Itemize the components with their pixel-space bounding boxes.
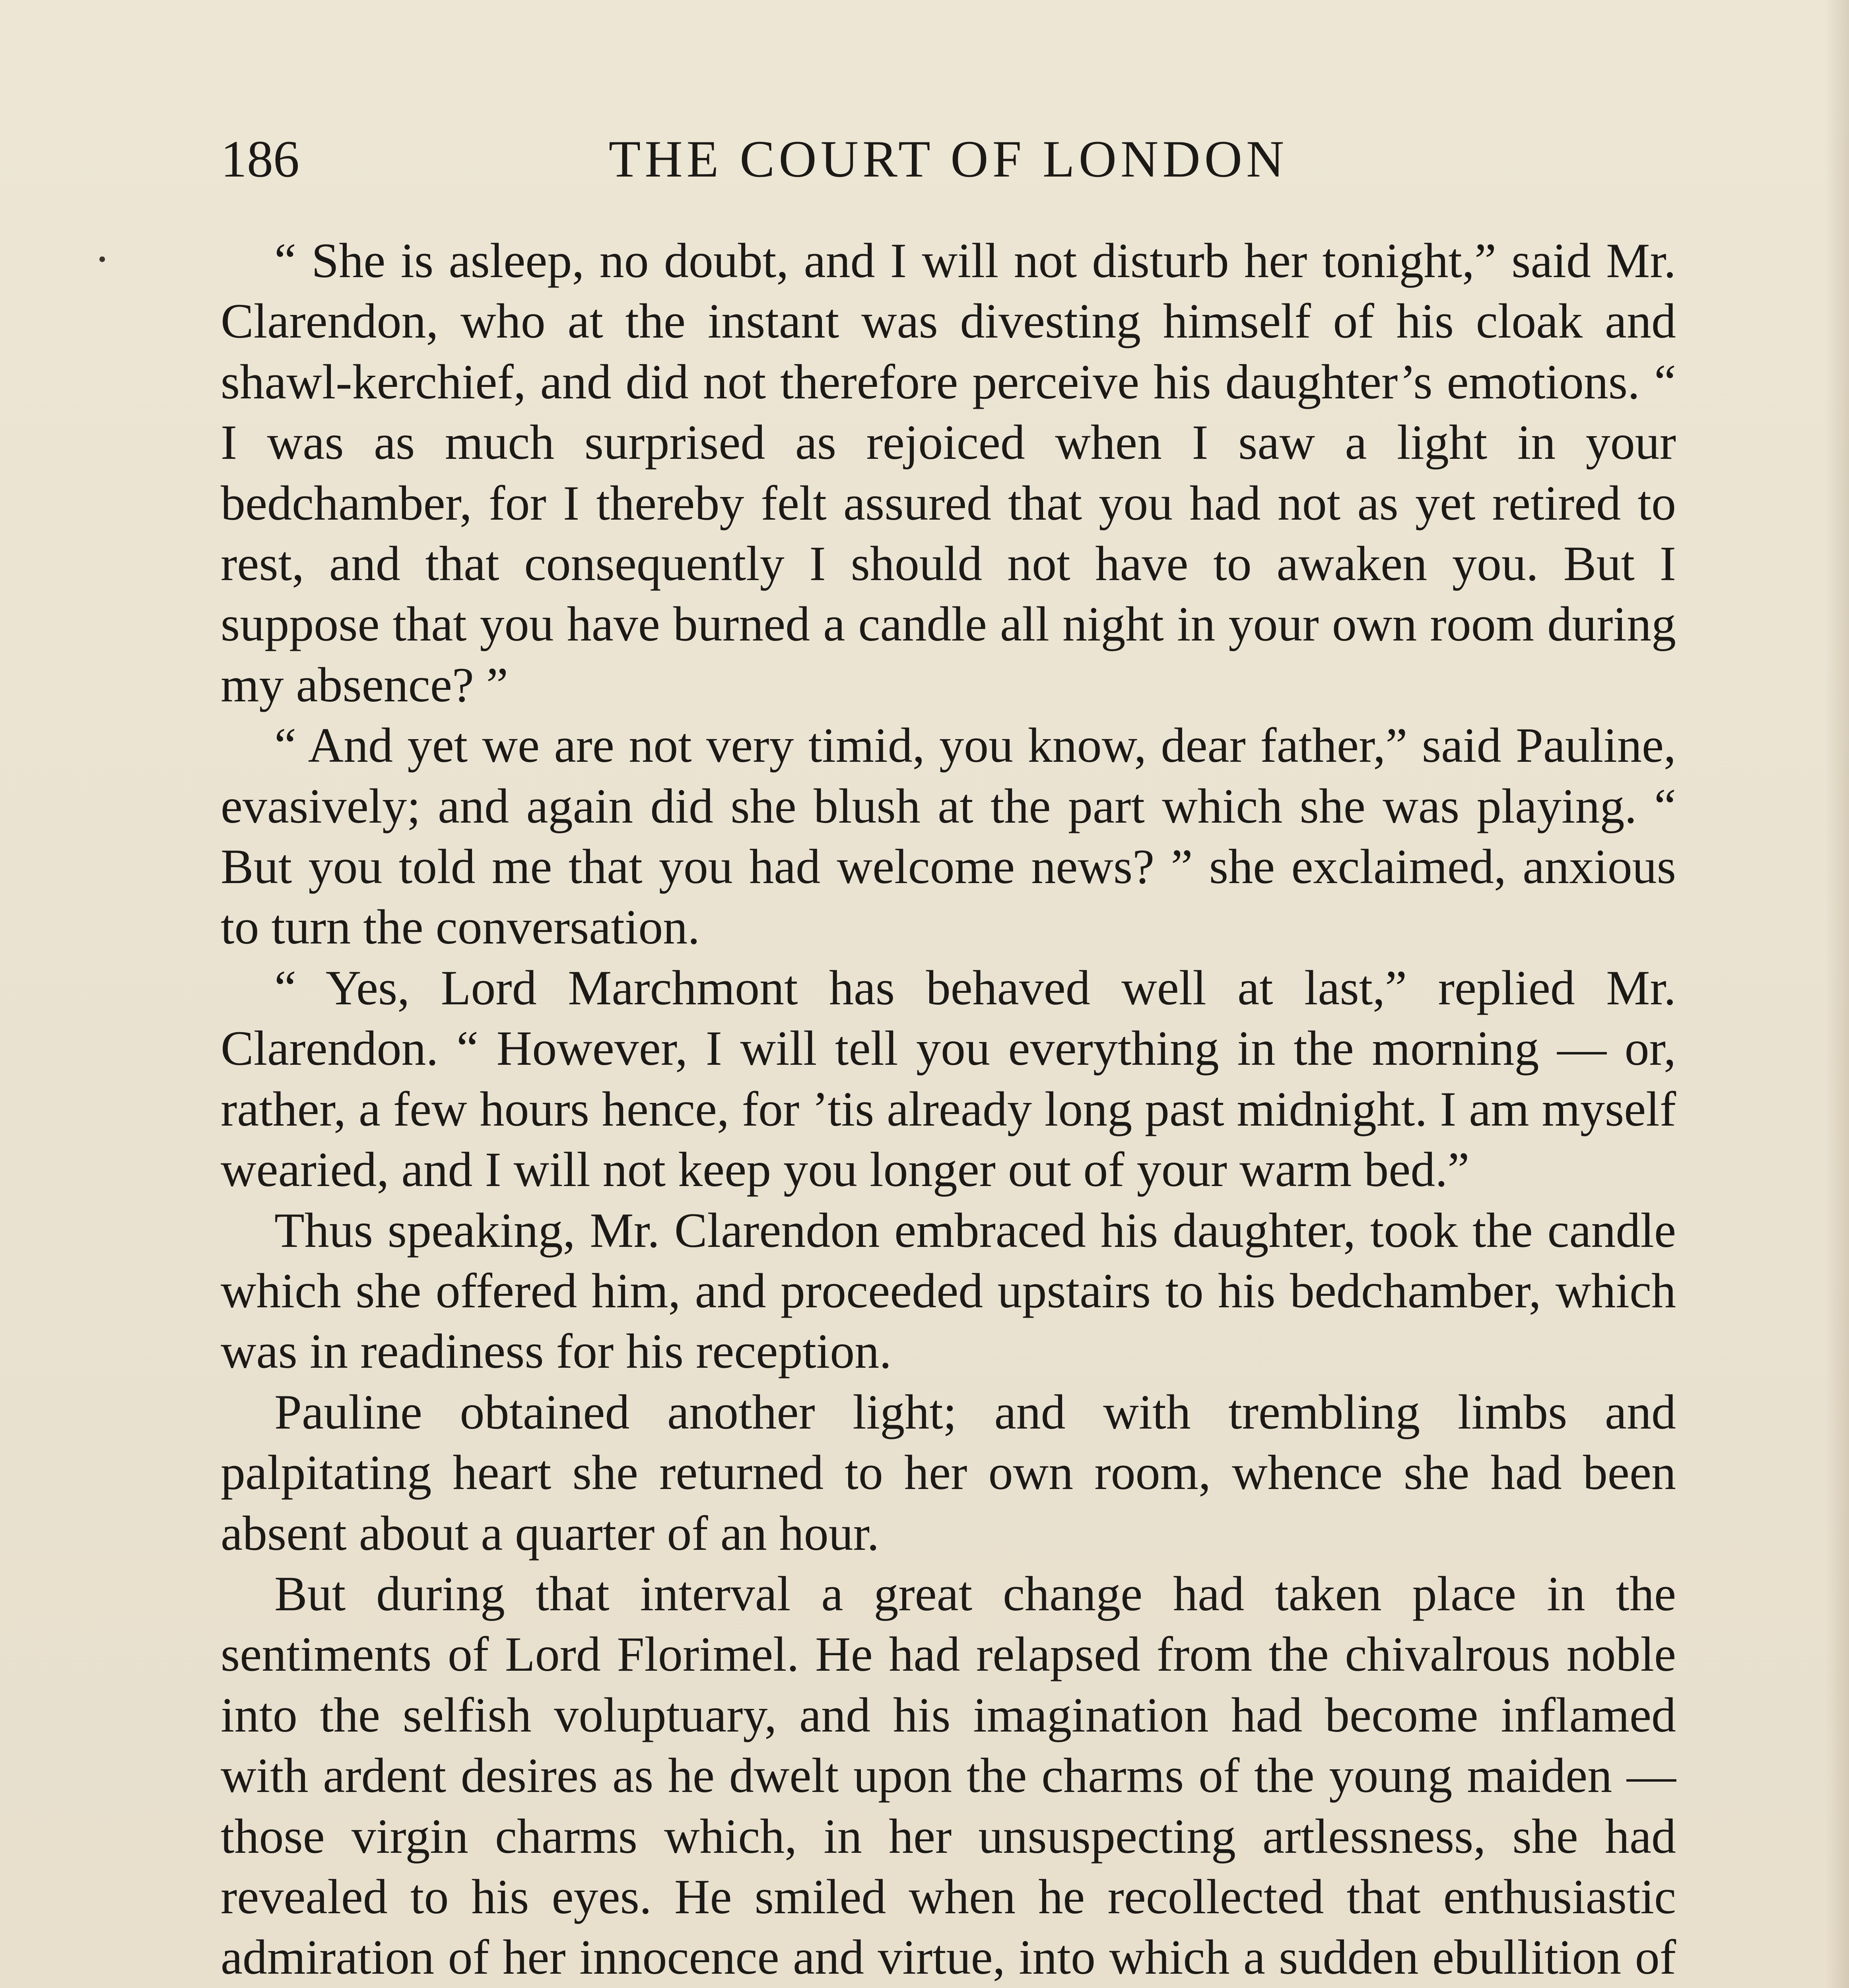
page-number: 186 [221, 130, 299, 188]
paragraph: Pauline obtained another light; and with trembling limbs and palpitating heart she returned to her own room, whence she had been absent about a quarter of an hour. [221, 1384, 1676, 1561]
text-column [221, 231, 1676, 1988]
paragraph: “ And yet we are not very timid, you know, dear father,” said Pauline, evasively; and again did she blush at the part which she was playing. “ But you told me that you had welcome news? ” she exclaimed, anxious to turn the conversation. [221, 718, 1676, 955]
margin-mark [99, 256, 105, 262]
page-shadow-edge [1825, 0, 1849, 1988]
book-title: THE COURT OF LONDON [608, 130, 1288, 188]
paragraph: “ Yes, Lord Marchmont has behaved well at last,” replied Mr. Clarendon. “ However, I will tell you everything in the morning — or, rather, a few hours hence, for ’tis already long past midnight. I am myself wearied, and I will not keep you longer out of your warm bed.” [221, 960, 1676, 1197]
paragraph: “ She is asleep, no doubt, and I will not disturb her tonight,” said Mr. Clarendon, who at the instant was divesting himself of his cloak and shawl-kerchief, and did not therefore perceive his daughter’s emotions. “ I was as much surprised as rejoiced when I saw a light in your bedchamber, for I thereby felt assured that you had not as yet retired to rest, and that consequently I should not have to awaken you. But I suppose that you have burned a candle all night in your own room during my absence? ” [221, 233, 1676, 712]
paragraph: But during that interval a great change had taken place in the sentiments of Lord Florimel. He had relapsed from the chivalrous noble into the selfish voluptuary, and his imagination had become inflamed with ardent desires as he dwelt upon the charms of the young maiden — those virgin charms which, in her unsuspecting artlessness, she had revealed to his eyes. He smiled when he recollected that enthusiastic admiration of her innocence and virtue, into which a sudden ebullition of [221, 1566, 1676, 1985]
paragraph: Thus speaking, Mr. Clarendon embraced his daughter, took the candle which she offered him, and proceeded upstairs to his bedchamber, which was in readiness for his reception. [221, 1203, 1676, 1379]
running-head [221, 119, 1676, 199]
